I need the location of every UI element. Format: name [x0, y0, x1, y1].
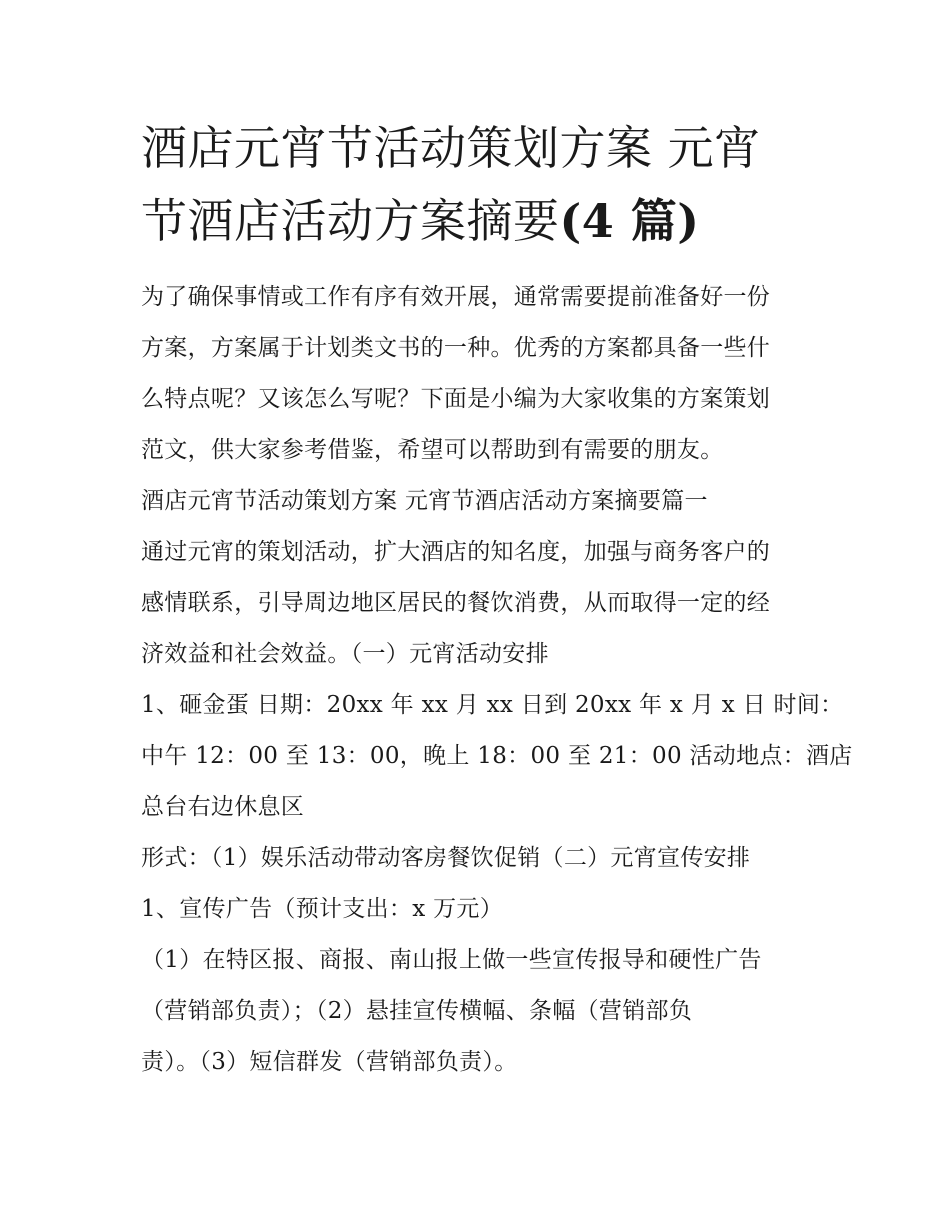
title-line-2	[141, 185, 821, 258]
section-heading	[141, 476, 821, 527]
body-line: 通过元宵的策划活动，扩大酒店的知名度，加强与商务客户的	[141, 539, 771, 565]
intro-line: 方案，方案属于计划类文书的一种。优秀的方案都具备一些什	[141, 335, 771, 361]
intro-line: 范文，供大家参考借鉴，希望可以帮助到有需要的朋友。	[141, 437, 724, 463]
body-line: 感情联系，引导周边地区居民的餐饮消费，从而取得一定的经	[141, 590, 771, 616]
body-line: 1、宣传广告（预计支出：x 万元）	[141, 896, 504, 922]
title-line-1: 酒店元宵节活动策划方案 元宵	[141, 121, 761, 175]
body-line: （1）在特区报、商报、南山报上做一些宣传报导和硬性广告	[141, 947, 762, 973]
body-line: 责）。（3）短信群发（营销部负责）。	[141, 1049, 518, 1075]
body-line: （营销部负责）；（2）悬挂宣传横幅、条幅（营销部负	[141, 998, 693, 1024]
document-page	[141, 112, 853, 1088]
title-article-count: (4 篇)	[559, 194, 700, 248]
intro-paragraph	[141, 272, 821, 476]
body-line: 1、砸金蛋 日期：20xx 年 xx 月 xx 日到 20xx 年 x 月 x 日 时间：	[141, 692, 844, 718]
section-heading-text: 酒店元宵节活动策划方案 元宵节酒店活动方案摘要篇一	[141, 488, 708, 514]
document-title	[141, 112, 821, 258]
intro-line: 么特点呢？又该怎么写呢？下面是小编为大家收集的方案策划	[141, 386, 771, 412]
intro-line: 为了确保事情或工作有序有效开展，通常需要提前准备好一份	[141, 284, 771, 310]
body-line: 中午 12：00 至 13：00，晚上 18：00 至 21：00 活动地点：酒店	[141, 743, 853, 769]
body-paragraph	[141, 527, 853, 1088]
body-line: 形式：（1）娱乐活动带动客房餐饮促销（二）元宵宣传安排	[141, 845, 751, 871]
title-line-2-text: 节酒店活动方案摘要	[141, 194, 560, 248]
body-line: 济效益和社会效益。（一）元宵活动安排	[141, 641, 549, 667]
body-line: 总台右边休息区	[141, 794, 305, 820]
